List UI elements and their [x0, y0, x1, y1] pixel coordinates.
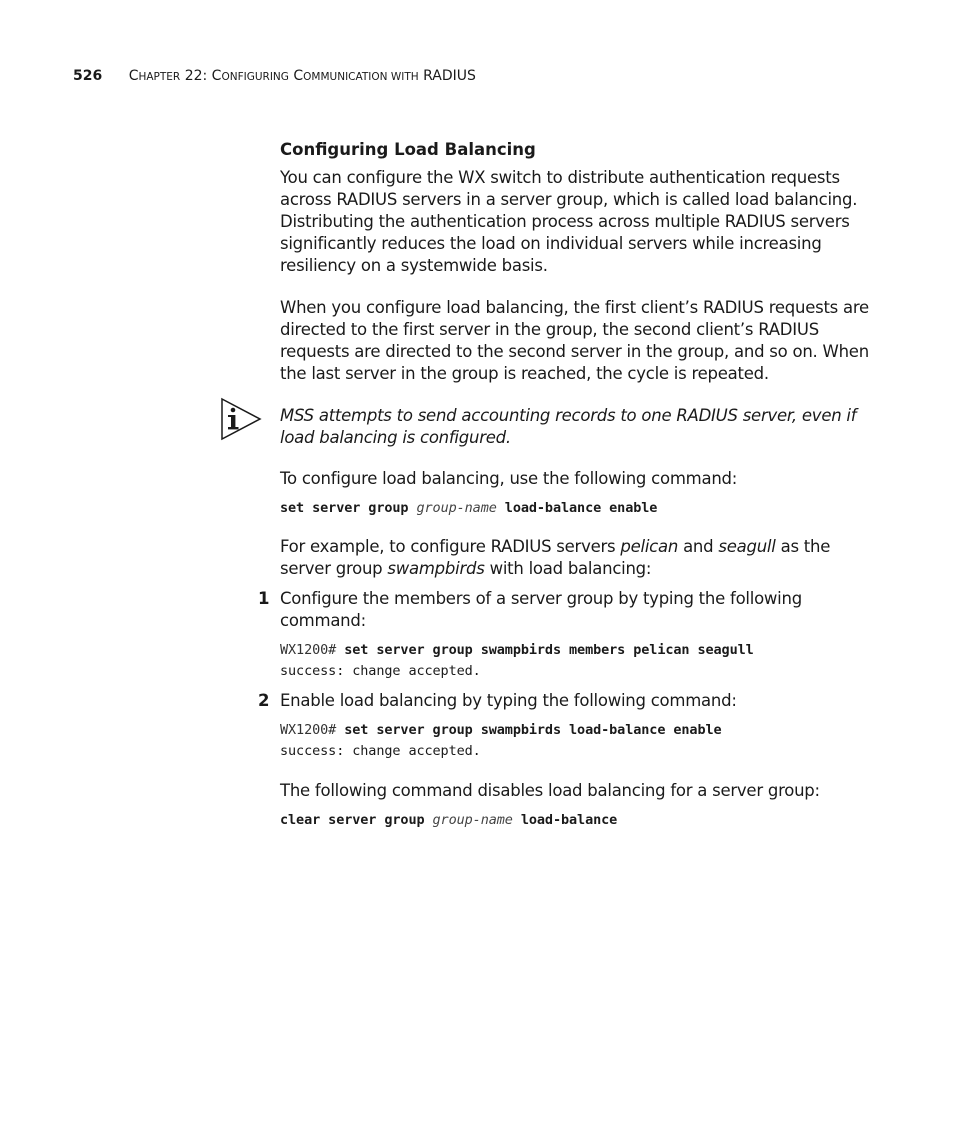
example-text: with load balancing:: [484, 559, 652, 578]
load-balancing-paragraph: When you configure load balancing, the first client’s RADIUS requests are directed to the first server in the group, the second client’s RADIUS requests are directed to the second server in the group, and so on. When the last server in the group is reached, the cycle is repeated.: [280, 298, 869, 383]
intro-paragraph: You can configure the WX switch to distribute authentication requests across RADIUS servers in a server group, which is called load balancing. Distributing the authentication process across multiple RADIUS servers significantly reduces the load on individual servers while increasing resiliency on a systemwide basis.: [280, 168, 858, 275]
step-command: [280, 720, 870, 741]
cli-prompt: WX1200#: [280, 722, 337, 738]
section-title: Configuring Load Balancing: [280, 140, 536, 159]
main-content: [258, 138, 870, 831]
step-1: [258, 588, 870, 682]
step-text: Configure the members of a server group by typing the following command:: [280, 589, 802, 630]
step-command: [280, 640, 870, 661]
info-note: [280, 405, 870, 449]
server-name-seagull: seagull: [718, 537, 776, 556]
cli-command: set server group swampbirds load-balance enable: [344, 722, 722, 738]
group-name-swampbirds: swampbirds: [387, 559, 485, 578]
syntax-command: [280, 498, 870, 519]
step-number: 2: [258, 691, 270, 710]
disable-intro: The following command disables load balancing for a server group:: [280, 781, 820, 800]
command-intro: To configure load balancing, use the following command:: [280, 469, 738, 488]
syntax-cmd-arg: group-name: [416, 500, 497, 516]
clear-command: [280, 810, 870, 831]
clear-cmd-arg: group-name: [432, 812, 513, 828]
syntax-cmd-post: load-balance enable: [504, 500, 658, 516]
note-text: MSS attempts to send accounting records to one RADIUS server, even if load balancing is configured.: [280, 406, 857, 447]
chapter-heading: CHAPTER 22: CONFIGURING COMMUNICATION WITH RADIUS: [128, 68, 476, 84]
cli-prompt: WX1200#: [280, 642, 337, 658]
page-number: 526: [73, 68, 103, 84]
cli-command: set server group swampbirds members pelican seagull: [344, 642, 754, 658]
syntax-cmd-pre: set server group: [280, 500, 409, 516]
clear-cmd-pre: clear server group: [280, 812, 425, 828]
server-name-pelican: pelican: [620, 537, 679, 556]
cli-output: success: change accepted.: [280, 743, 481, 759]
cli-output: success: change accepted.: [280, 663, 481, 679]
step-2: [258, 690, 870, 762]
step-text: Enable load balancing by typing the following command:: [280, 691, 737, 710]
clear-cmd-post: load-balance: [520, 812, 618, 828]
example-text: For example, to configure RADIUS servers: [280, 537, 621, 556]
info-icon: [220, 397, 262, 441]
example-text: as the server group: [280, 537, 831, 578]
example-paragraph: [280, 536, 870, 580]
running-header: [73, 66, 476, 87]
step-number: 1: [258, 589, 270, 608]
example-text: and: [678, 537, 719, 556]
